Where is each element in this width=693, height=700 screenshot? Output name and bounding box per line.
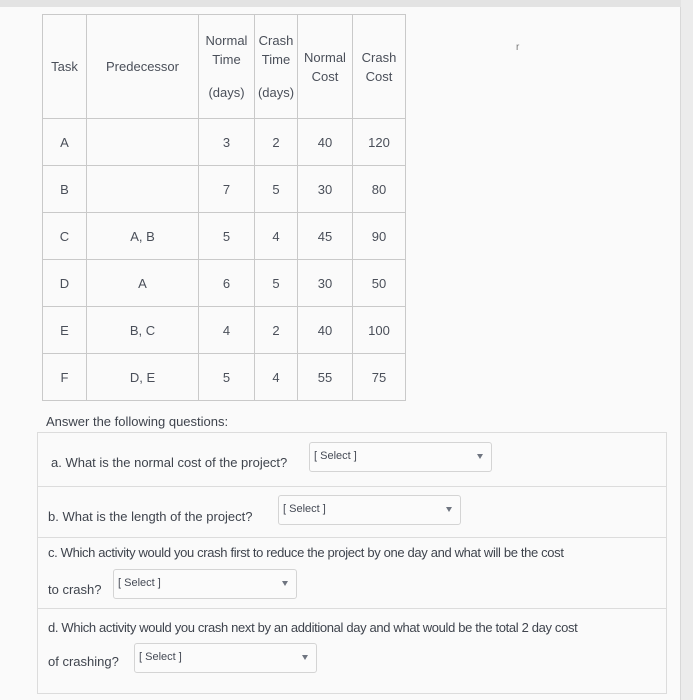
cell-normal-time: 5	[199, 213, 255, 260]
table-row	[43, 260, 406, 307]
cell-task: E	[43, 307, 87, 354]
cell-normal-time: 3	[199, 119, 255, 166]
header-normal-time: Normal Time (days)	[199, 15, 255, 119]
table-row	[43, 213, 406, 260]
cell-normal-cost: 55	[298, 354, 353, 401]
cell-predecessor	[87, 166, 199, 213]
chevron-down-icon	[446, 507, 452, 512]
header-crash-cost: Crash Cost	[353, 15, 406, 119]
table-row	[43, 354, 406, 401]
cell-task: F	[43, 354, 87, 401]
question-b-select[interactable]	[278, 495, 461, 525]
cell-crash-time: 2	[255, 307, 298, 354]
question-c-select[interactable]	[113, 569, 297, 599]
chevron-down-icon	[282, 581, 288, 586]
cell-crash-cost: 100	[353, 307, 406, 354]
chevron-down-icon	[302, 655, 308, 660]
cell-predecessor: A, B	[87, 213, 199, 260]
question-d-text-cont: of crashing?	[48, 654, 119, 669]
cell-normal-cost: 30	[298, 166, 353, 213]
project-data-table	[42, 14, 406, 401]
question-d-text: d. Which activity would you crash next by an additional day and what would be the total 2 day cost	[48, 620, 578, 635]
instructions-text: Answer the following questions:	[46, 414, 229, 429]
cell-crash-cost: 80	[353, 166, 406, 213]
select-value: [ Select ]	[314, 450, 357, 462]
header-normal-cost: Normal Cost	[298, 15, 353, 119]
cell-crash-time: 5	[255, 260, 298, 307]
cell-crash-time: 4	[255, 354, 298, 401]
question-d-select[interactable]	[134, 643, 317, 673]
top-strip	[0, 0, 693, 7]
header-predecessor: Predecessor	[87, 15, 199, 119]
cell-task: A	[43, 119, 87, 166]
cell-crash-cost: 90	[353, 213, 406, 260]
cell-crash-time: 5	[255, 166, 298, 213]
cell-task: D	[43, 260, 87, 307]
stray-mark: r	[516, 42, 520, 53]
table-row	[43, 307, 406, 354]
select-value: [ Select ]	[139, 651, 182, 663]
cell-crash-cost: 50	[353, 260, 406, 307]
cell-task: B	[43, 166, 87, 213]
question-b-text: b. What is the length of the project?	[48, 509, 253, 524]
select-value: [ Select ]	[283, 503, 326, 515]
question-a-select[interactable]	[309, 442, 492, 472]
cell-normal-cost: 40	[298, 119, 353, 166]
question-a-text: a. What is the normal cost of the project?	[51, 455, 288, 470]
header-crash-time: Crash Time (days)	[255, 15, 298, 119]
cell-task: C	[43, 213, 87, 260]
cell-crash-time: 2	[255, 119, 298, 166]
scrollbar[interactable]	[681, 0, 693, 700]
cell-crash-cost: 75	[353, 354, 406, 401]
cell-normal-cost: 30	[298, 260, 353, 307]
question-c-text-cont: to crash?	[48, 582, 102, 597]
select-value: [ Select ]	[118, 577, 161, 589]
cell-normal-cost: 45	[298, 213, 353, 260]
question-c-text: c. Which activity would you crash first to reduce the project by one day and what will be the cost	[48, 545, 564, 560]
cell-predecessor: A	[87, 260, 199, 307]
cell-predecessor	[87, 119, 199, 166]
cell-normal-time: 5	[199, 354, 255, 401]
cell-normal-time: 7	[199, 166, 255, 213]
chevron-down-icon	[477, 454, 483, 459]
cell-crash-time: 4	[255, 213, 298, 260]
cell-predecessor: D, E	[87, 354, 199, 401]
header-task: Task	[43, 15, 87, 119]
table-row	[43, 166, 406, 213]
cell-normal-time: 6	[199, 260, 255, 307]
cell-normal-time: 4	[199, 307, 255, 354]
table-row	[43, 119, 406, 166]
cell-crash-cost: 120	[353, 119, 406, 166]
table-header-row	[43, 15, 406, 119]
cell-normal-cost: 40	[298, 307, 353, 354]
cell-predecessor: B, C	[87, 307, 199, 354]
